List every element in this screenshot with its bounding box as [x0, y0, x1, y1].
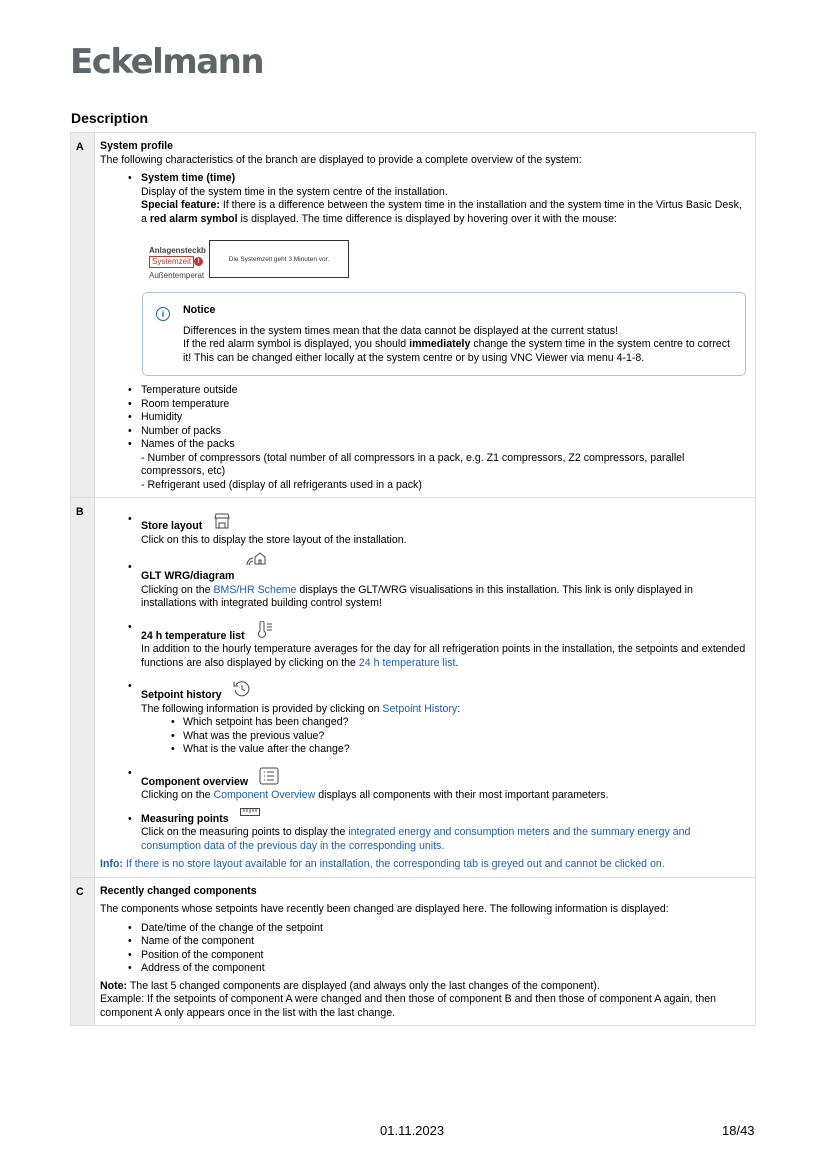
setpoint-info-list — [141, 716, 749, 757]
text-part: . — [455, 656, 459, 669]
component-overview-link[interactable]: Component Overview — [213, 789, 316, 801]
temperature-list-desc — [141, 643, 749, 670]
text-part: The following information is provided by clicking on — [141, 702, 383, 715]
list-item — [141, 813, 749, 854]
list-item — [141, 172, 749, 282]
glt-desc — [141, 584, 749, 611]
mock-row: Außentemperat — [149, 271, 205, 280]
text-part: Clicking on the — [141, 789, 214, 801]
list-item — [141, 513, 749, 547]
special-text: If there is a difference between the system time in the installation and the system time in the Virtus Basic Desk, a — [141, 199, 742, 225]
list-item — [141, 621, 749, 671]
page-number: 18/43 — [722, 1123, 755, 1138]
history-icon[interactable] — [233, 680, 251, 703]
component-overview-desc — [141, 789, 749, 803]
row-letter: B — [71, 498, 95, 878]
row-a — [71, 133, 756, 498]
bms-hr-scheme-link[interactable]: BMS/HR Scheme — [213, 583, 297, 596]
special-label: Special feature: — [141, 199, 220, 211]
recently-changed-intro: The components whose setpoints have recently been changed are displayed here. The following information is displayed: — [100, 903, 669, 915]
setpoint-history-desc — [141, 703, 749, 717]
system-time-screenshot — [149, 238, 369, 282]
special-bold: red alarm symbol — [149, 212, 238, 225]
list-item: • Name of the component — [141, 935, 749, 949]
system-time-list — [100, 172, 749, 282]
list-item: • Address of the component — [141, 962, 749, 976]
temperature-list-title: 24 h temperature list — [141, 629, 245, 642]
list-item — [141, 561, 749, 611]
list-item — [141, 767, 749, 803]
list-item: • Which setpoint has been changed? — [183, 716, 749, 730]
red-alarm-icon[interactable]: ! — [194, 257, 203, 266]
text-part: Clicking on the — [141, 583, 214, 596]
system-profile-title: System profile — [100, 140, 174, 152]
setpoint-history-link[interactable]: Setpoint History — [382, 702, 458, 715]
note-label: Note: — [100, 979, 128, 992]
recently-changed-title: Recently changed components — [100, 884, 257, 897]
text-part: displays the GLT/WRG visualisations in this installation. This link is only displayed in installations with integrated building control system! — [141, 583, 693, 609]
note-text: The last 5 changed components are displayed (and always only the last changes of the component). — [127, 979, 600, 992]
row-c-content — [95, 877, 756, 1026]
row-b-content — [95, 498, 756, 878]
list-item: • Temperature outside — [141, 384, 749, 398]
info-note — [100, 858, 749, 872]
note — [100, 980, 749, 994]
system-time-title: • System time (time) — [141, 172, 236, 184]
section-title: Description — [71, 110, 149, 126]
row-a-content — [95, 133, 756, 498]
time-difference-tooltip: Die Systemzeit geht 3 Minuten vor. — [209, 240, 349, 278]
info-label: Info: — [100, 858, 123, 870]
measuring-points-title: Measuring points — [141, 812, 229, 825]
list-item — [141, 680, 749, 757]
characteristics-list — [100, 384, 749, 492]
eckelmann-logo: Eckelmann — [70, 42, 264, 82]
notice-title: Notice — [183, 304, 216, 316]
text-part: : — [457, 702, 461, 715]
system-profile-intro: The following characteristics of the branch are displayed to provide a complete overview of the system: — [100, 153, 582, 166]
displayed-info-list — [100, 922, 749, 976]
text-part: Click on the measuring points to display the — [141, 826, 349, 838]
notice-text — [183, 338, 735, 365]
row-b — [71, 498, 756, 878]
list-item: • What was the previous value? — [183, 730, 749, 744]
text-part: displays all components with their most important parameters. — [315, 789, 609, 801]
notice-box — [142, 292, 746, 376]
temperature-list-link[interactable]: 24 h temperature list — [358, 656, 456, 669]
list-item: • Date/time of the change of the setpoint — [141, 922, 749, 936]
mock-row-systemzeit: Systemzeit — [149, 256, 194, 268]
row-letter: C — [71, 877, 95, 1026]
list-item: • Humidity — [141, 411, 749, 425]
ruler-icon[interactable] — [240, 807, 260, 821]
store-layout-desc: Click on this to display the store layout of the installation. — [141, 533, 407, 546]
info-icon: i — [156, 307, 170, 321]
thermometer-list-icon[interactable] — [256, 621, 274, 644]
notice-text-bold: immediately — [409, 338, 471, 350]
packs-detail: - Number of compressors (total number of all compressors in a pack, e.g. Z1 compressors, Z2 compressors, parallel compressors, etc) — [141, 451, 685, 477]
description-table — [70, 132, 756, 1026]
notice-text: Differences in the system times mean that the data cannot be displayed at the current status! — [183, 324, 618, 337]
measuring-points-desc — [141, 826, 749, 853]
functions-list — [100, 513, 749, 853]
footer-date: 01.11.2023 — [380, 1123, 445, 1138]
packs-detail: - Refrigerant used (display of all refrigerants used in a pack) — [141, 478, 422, 491]
building-network-icon[interactable] — [245, 549, 267, 572]
list-item: • What is the value after the change? — [183, 743, 749, 757]
notice-text-part: change the system time in the system centre to correct it! This can be changed either locally at the system centre or by using VNC Viewer via menu 4-1-8. — [183, 338, 731, 364]
glt-title: GLT WRG/diagram — [141, 570, 235, 582]
info-text: If there is no store layout available for an installation, the corresponding tab is greyed out and cannot be clicked on. — [122, 858, 665, 870]
special-feature — [141, 199, 749, 226]
row-letter: A — [71, 133, 95, 498]
mock-row: Anlagensteckb — [149, 246, 206, 255]
list-icon[interactable] — [259, 767, 279, 790]
setpoint-history-title: Setpoint history — [141, 689, 222, 701]
list-item: • Number of packs — [141, 425, 749, 439]
text-part: In addition to the hourly temperature averages for the day for all refrigeration points in the installation, the setpoints and extended functions are also displayed by clicking on the — [141, 643, 746, 669]
notice-text-part: If the red alarm symbol is displayed, you should — [183, 338, 410, 350]
list-item: • Room temperature — [141, 398, 749, 412]
measuring-points-link[interactable]: integrated energy and consumption meters and the summary energy and consumption data of the previous day in the corresponding units. — [141, 826, 691, 852]
special-text: is displayed. The time difference is displayed by hovering over it with the mouse: — [237, 212, 617, 225]
store-layout-icon[interactable] — [213, 513, 231, 534]
store-layout-title: Store layout — [141, 520, 203, 532]
system-time-desc: Display of the system time in the system centre of the installation. — [141, 185, 448, 198]
row-c — [71, 877, 756, 1026]
list-item-label: • Names of the packs — [141, 438, 235, 450]
list-item — [141, 438, 749, 492]
list-item: • Position of the component — [141, 949, 749, 963]
component-overview-title: Component overview — [141, 775, 249, 788]
example-text: Example: If the setpoints of component A were changed and then those of component B and then those of component A again, then component A only appears once in the list with the last change. — [100, 993, 717, 1019]
